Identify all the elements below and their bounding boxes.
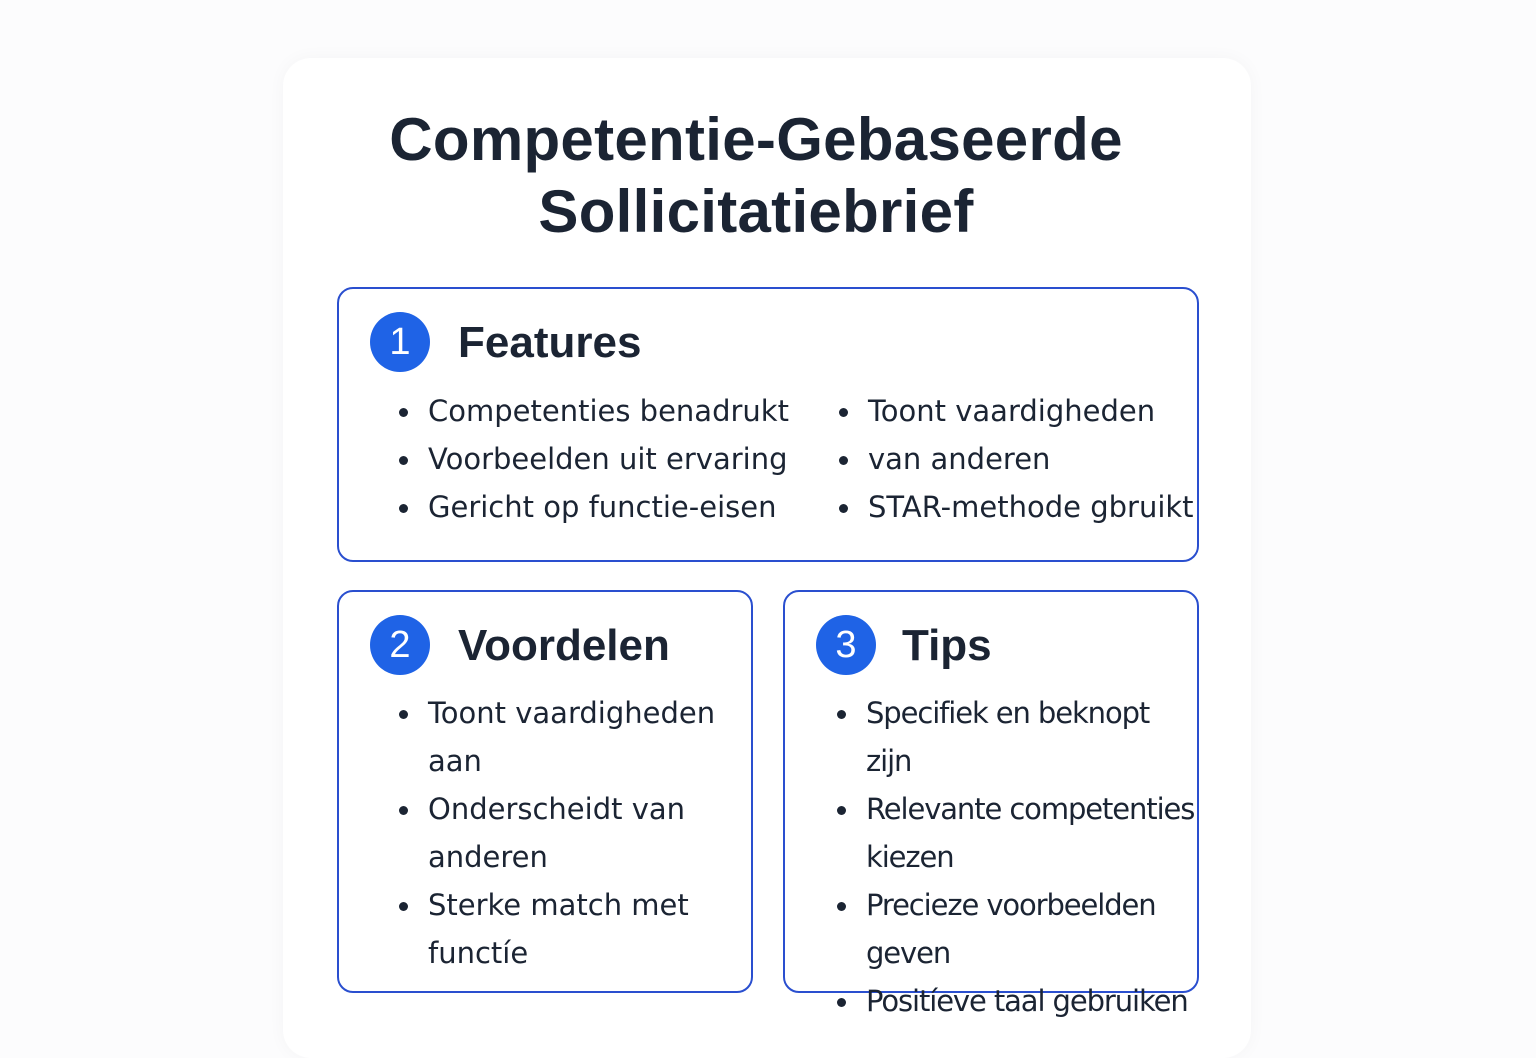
list-item: Positíeve taal gebruiken — [837, 977, 1195, 1025]
step-number-badge: 1 — [370, 312, 430, 372]
list-item: van anderen — [839, 435, 1195, 483]
list-item: Toont vaardigheden — [839, 387, 1195, 435]
list-item: Sterke match met functíe — [399, 881, 749, 977]
list-item: Onderscheidt van anderen — [399, 785, 749, 881]
features-panel — [337, 287, 1199, 562]
step-number-badge: 2 — [370, 615, 430, 675]
features-heading: Features — [458, 318, 642, 367]
voordelen-list — [399, 689, 749, 977]
tips-panel — [783, 590, 1199, 1018]
list-item: Precieze voorbeelden geven — [837, 881, 1195, 977]
tips-heading: Tips — [902, 621, 992, 670]
list-item: Toont vaardigheden aan — [399, 689, 749, 785]
step-number-badge: 3 — [816, 615, 876, 675]
features-list-right — [839, 387, 1195, 531]
list-item: Specifiek en beknopt zijn — [837, 689, 1195, 785]
tips-list — [837, 689, 1195, 1025]
features-list-left — [399, 387, 819, 531]
list-item: Gericht op functie-eisen — [399, 483, 819, 531]
title-line-1: Competentie-Gebaseerde — [389, 106, 1123, 173]
list-item: STAR-methode gbruikt — [839, 483, 1195, 531]
list-item: Voorbeelden uit ervaring — [399, 435, 819, 483]
title-line-2: Sollicitatiebrief — [538, 178, 974, 245]
list-item: Competenties benadrukt — [399, 387, 819, 435]
voordelen-panel — [337, 590, 753, 993]
list-item: Relevante competenties kiezen — [837, 785, 1195, 881]
voordelen-heading: Voordelen — [458, 621, 670, 670]
page-title — [283, 104, 1229, 248]
